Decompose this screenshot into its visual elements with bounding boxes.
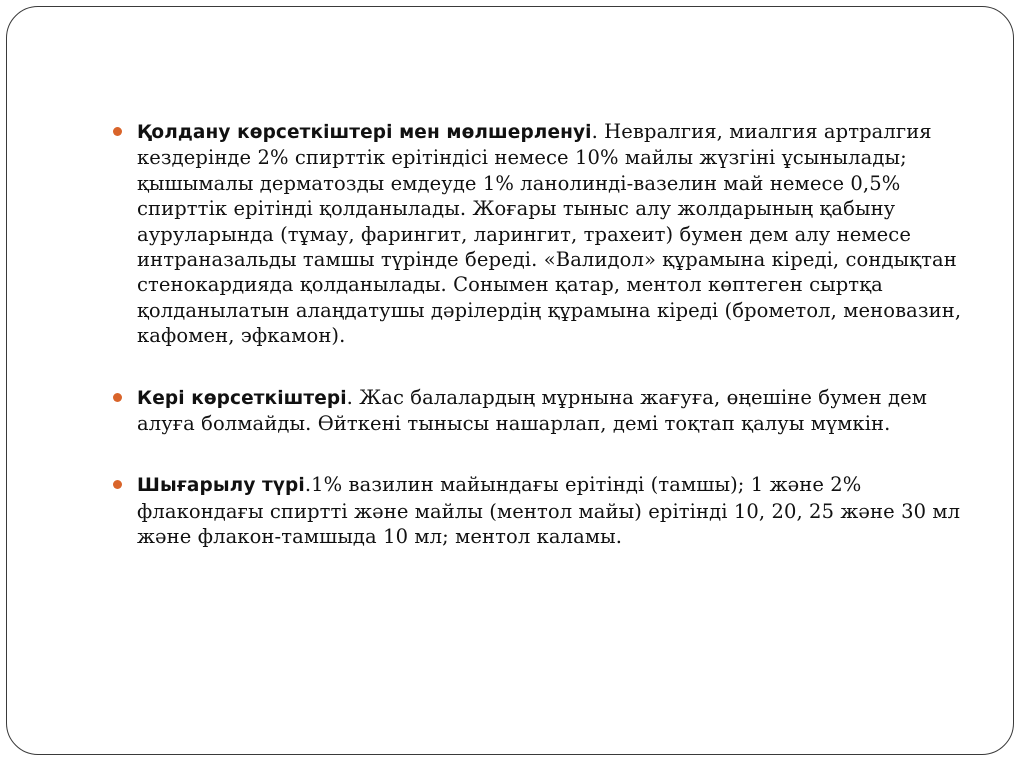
item-heading: Қолдану көрсеткіштері мен мөлшерленуі: [137, 122, 592, 143]
bullet-dot-icon: [113, 480, 122, 489]
slide-content: [111, 119, 973, 550]
bullet-item-indications: [111, 119, 973, 349]
item-text: . Жас балалардың мұрнына жағуға, өңешіне бумен дем алуға болмайды. Өйткені тынысы нашарлап, демі тоқтап қалуы мүмкін.: [137, 385, 927, 436]
bullet-dot-icon: [113, 393, 122, 402]
item-heading: Шығарылу түрі: [137, 475, 305, 497]
bullet-item-contraindications: [111, 385, 973, 437]
item-heading: Кері көрсеткіштері: [137, 387, 347, 409]
bullet-item-release-form: [111, 472, 973, 549]
bullet-dot-icon: [113, 127, 122, 136]
item-text: .1% вазилин майындағы ерітінді (тамшы); 1 және 2% флакондағы спиртті және майлы (ментол майы) ерітінді 10, 20, 25 және 30 мл және флакон-тамшыда 10 мл; ментол каламы.: [137, 473, 961, 549]
slide-frame: [6, 6, 1014, 755]
item-text: . Невралгия, миалгия артралгия кездерінде 2% спирттік ерітіндісі немесе 10% майлы жүзгіні ұсынылады; қышымалы дерматозды емдеуде 1% ланолинді-вазелин май немесе 0,5% спирттік ерітінді қолданылады. Жоғары тыныс алу жолдарының қабыну ауруларында (тұмау, фарингит, ларингит, трахеит) бумен дем алу немесе интраназальды тамшы түрінде береді. «Валидол» құрамына кіреді, сондықтан стенокардияда қолданылады. Сонымен қатар, ментол көптеген сыртқа қолданылатын алаңдатушы дәрілердің құрамына кіреді (брометол, меновазин, кафомен, эфкамон).: [137, 120, 962, 348]
